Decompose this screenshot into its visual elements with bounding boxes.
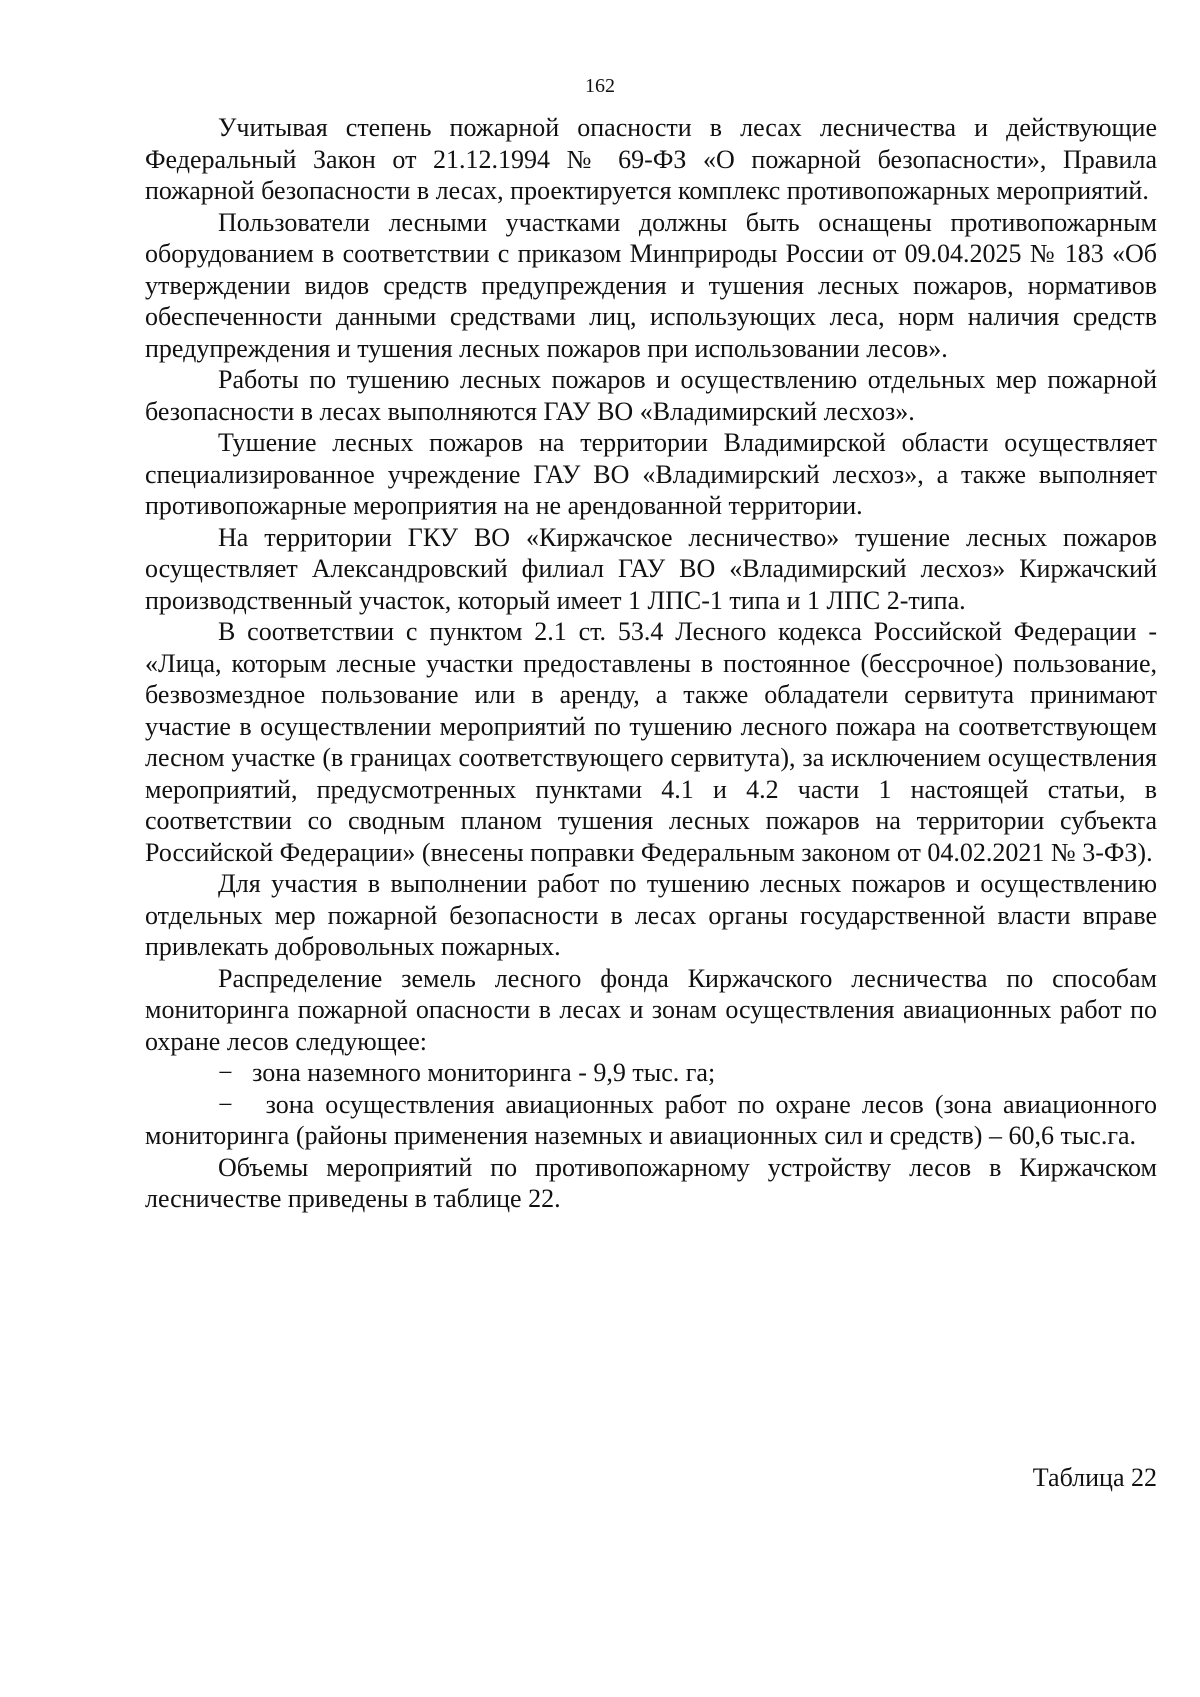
list-item-aviation-monitoring: − зона осуществления авиационных работ по охране лесов (зона авиационного мониторинга (районы применения наземных и авиационных сил и средств) – 60,6 тыс.га. bbox=[145, 1089, 1157, 1150]
paragraph-forest-code: В соответствии с пунктом 2.1 ст. 53.4 Лесного кодекса Российской Федерации - «Лица, которым лесные участки предоставлены в постоянное (бессрочное) пользование, безвозмездное пользование или в аренду, а также обладатели сервитута принимают участие в осуществлении мероприятий по тушению лесного пожара на соответствующем лесном участке (в границах соответствующего сервитута), за исключением осуществления мероприятий, предусмотренных пунктами 4.1 и 4.2 части 1 настоящей статьи, в соответствии со сводным планом тушения лесных пожаров на территории субъекта Российской Федерации» (внесены поправки Федеральным законом от 04.02.2021 № 3-ФЗ). bbox=[145, 617, 1157, 867]
paragraph-distribution: Распределение земель лесного фонда Киржачского лесничества по способам мониторинга пожарной опасности в лесах и зонам осуществления авиационных работ по охране лесов следующее: bbox=[145, 963, 1157, 1056]
page-number: 162 bbox=[585, 75, 615, 97]
paragraph-works: Работы по тушению лесных пожаров и осуществлению отдельных мер пожарной безопасности в лесах выполняются ГАУ ВО «Владимирский лесхоз». bbox=[145, 365, 1157, 426]
body-text bbox=[145, 112, 1157, 1215]
paragraph-equipment: Пользователи лесными участками должны быть оснащены противопожарным оборудованием в соответствии с приказом Минприроды России от 09.04.2025 № 183 «Об утверждении видов средств предупреждения и тушения лесных пожаров, нормативов обеспеченности данными средствами лиц, использующих леса, норм наличия средств предупреждения и тушения лесных пожаров при использовании лесов». bbox=[145, 207, 1157, 363]
paragraph-territory: На территории ГКУ ВО «Киржачское лесничество» тушение лесных пожаров осуществляет Александровский филиал ГАУ ВО «Владимирский лесхоз» Киржачский производственный участок, который имеет 1 ЛПС-1 типа и 1 ЛПС 2-типа. bbox=[145, 522, 1157, 615]
table-caption: Таблица 22 bbox=[1032, 1463, 1157, 1492]
list-item-ground-monitoring: − зона наземного мониторинга - 9,9 тыс. га; bbox=[218, 1058, 716, 1087]
paragraph-fire-danger: Учитывая степень пожарной опасности в лесах лесничества и действующие Федеральный Закон от 21.12.1994 № 69-ФЗ «О пожарной безопасности», Правила пожарной безопасности в лесах, проектируется комплекс противопожарных мероприятий. bbox=[145, 113, 1157, 205]
paragraph-closing: Объемы мероприятий по противопожарному устройству лесов в Киржачском лесничестве приведены в таблице 22. bbox=[145, 1152, 1157, 1213]
paragraph-volunteers: Для участия в выполнении работ по тушению лесных пожаров и осуществлению отдельных мер пожарной безопасности в лесах органы государственной власти вправе привлекать добровольных пожарных. bbox=[145, 869, 1157, 961]
paragraph-extinguishing: Тушение лесных пожаров на территории Владимирской области осуществляет специализированное учреждение ГАУ ВО «Владимирский лесхоз», а также выполняет противопожарные мероприятия на не арендованной территории. bbox=[145, 428, 1157, 520]
